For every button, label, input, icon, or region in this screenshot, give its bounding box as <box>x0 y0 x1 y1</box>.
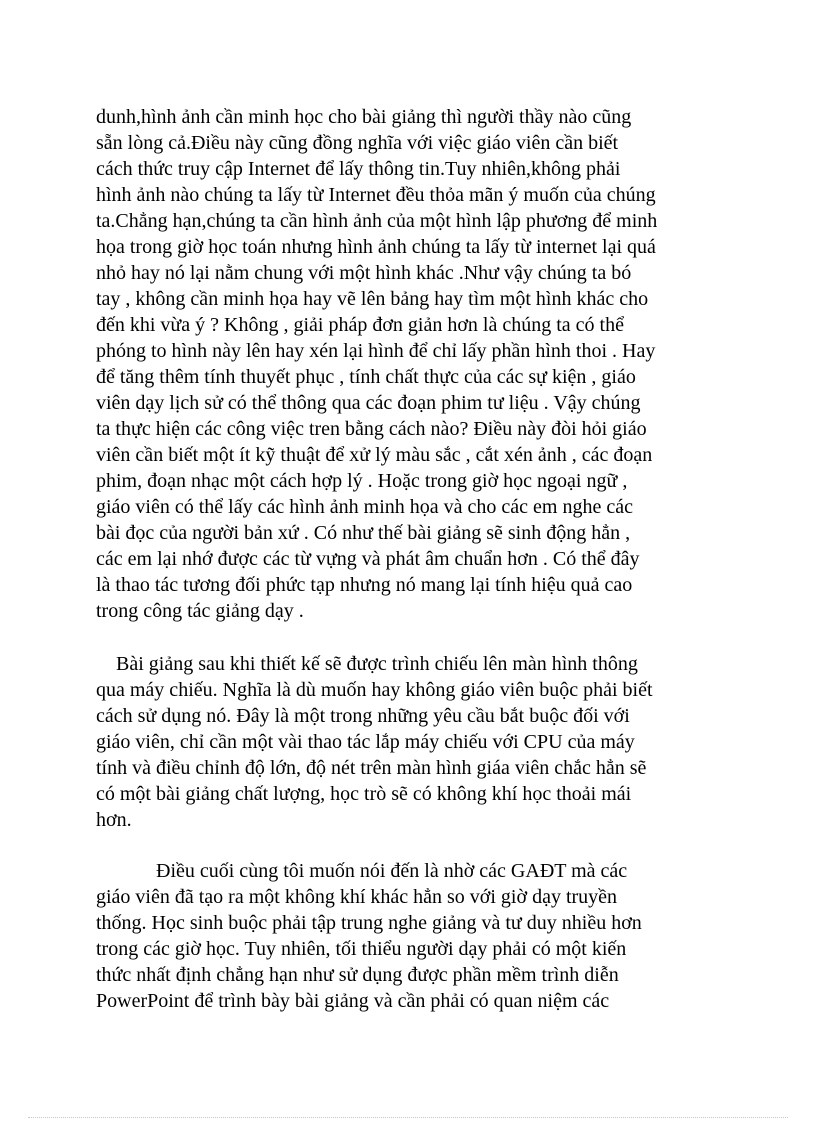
text-line: nhỏ hay nó lại nằm chung với một hình khác .Như vậy chúng ta bó <box>96 262 632 284</box>
text-line: sẵn lòng cả.Điều này cũng đồng nghĩa với việc giáo viên cần biết <box>96 132 619 154</box>
text-line: giáo viên đã tạo ra một không khí khác hẳn so với giờ dạy truyền <box>96 886 618 908</box>
text-line: để tăng thêm tính thuyết phục , tính chất thực của các sự kiện , giáo <box>96 366 636 388</box>
text-line: Điều cuối cùng tôi muốn nói đến là nhờ các GAĐT mà các <box>96 860 628 882</box>
text-line: tay , không cần minh họa hay vẽ lên bảng hay tìm một hình khác cho <box>96 288 649 310</box>
text-line: PowerPoint để trình bày bài giảng và cần phải có quan niệm các <box>96 990 610 1012</box>
text-line: trong công tác giảng dạy . <box>96 600 304 622</box>
text-line: Bài giảng sau khi thiết kế sẽ được trình chiếu lên màn hình thông <box>96 653 638 675</box>
text-line: hình ảnh nào chúng ta lấy từ Internet đều thỏa mãn ý muốn của chúng <box>96 184 656 206</box>
text-line: là thao tác tương đối phức tạp nhưng nó mang lại tính hiệu quả cao <box>96 574 633 596</box>
text-line: họa trong giờ học toán nhưng hình ảnh chúng ta lấy từ internet lại quá <box>96 236 656 258</box>
text-line: qua máy chiếu. Nghĩa là dù muốn hay không giáo viên buộc phải biết <box>96 679 653 701</box>
text-line: cách sử dụng nó. Đây là một trong những yêu cầu bắt buộc đối với <box>96 705 630 727</box>
text-line: trong các giờ học. Tuy nhiên, tối thiểu người dạy phải có một kiến <box>96 938 627 960</box>
text-line: tính và điều chỉnh độ lớn, độ nét trên màn hình giáa viên chắc hẳn sẽ <box>96 757 647 779</box>
text-line: dunh,hình ảnh cần minh học cho bài giảng thì người thầy nào cũng <box>96 106 632 128</box>
page-bottom-divider <box>28 1117 788 1118</box>
text-line: cách thức truy cập Internet để lấy thông tin.Tuy nhiên,không phải <box>96 158 621 180</box>
text-line: ta thực hiện các công việc tren bằng cách nào? Điều này đòi hỏi giáo <box>96 418 647 440</box>
text-line: đến khi vừa ý ? Không , giải pháp đơn giản hơn là chúng ta có thể <box>96 314 624 336</box>
text-line: giáo viên có thể lấy các hình ảnh minh họa và cho các em nghe các <box>96 496 633 518</box>
text-line: bài đọc của người bản xứ . Có như thế bài giảng sẽ sinh động hẳn , <box>96 522 631 544</box>
text-line: có một bài giảng chất lượng, học trò sẽ có không khí học thoải mái <box>96 783 632 805</box>
text-line: giáo viên, chỉ cần một vài thao tác lắp máy chiếu với CPU của máy <box>96 731 635 753</box>
text-line: phóng to hình này lên hay xén lại hình để chỉ lấy phần hình thoi . Hay <box>96 340 656 362</box>
text-line: hơn. <box>96 809 132 831</box>
text-line: phim, đoạn nhạc một cách hợp lý . Hoặc trong giờ học ngoại ngữ , <box>96 470 628 492</box>
text-line: các em lại nhớ được các từ vựng và phát âm chuẩn hơn . Có thể đây <box>96 548 640 570</box>
text-line: thức nhất định chẳng hạn như sử dụng được phần mềm trình diễn <box>96 964 619 986</box>
text-line: viên cần biết một ít kỹ thuật để xử lý màu sắc , cắt xén ảnh , các đoạn <box>96 444 653 466</box>
text-line: thống. Học sinh buộc phải tập trung nghe giảng và tư duy nhiều hơn <box>96 912 642 934</box>
text-line: viên dạy lịch sử có thể thông qua các đoạn phim tư liệu . Vậy chúng <box>96 392 641 414</box>
text-line: ta.Chẳng hạn,chúng ta cần hình ảnh của một hình lập phương để minh <box>96 210 658 232</box>
